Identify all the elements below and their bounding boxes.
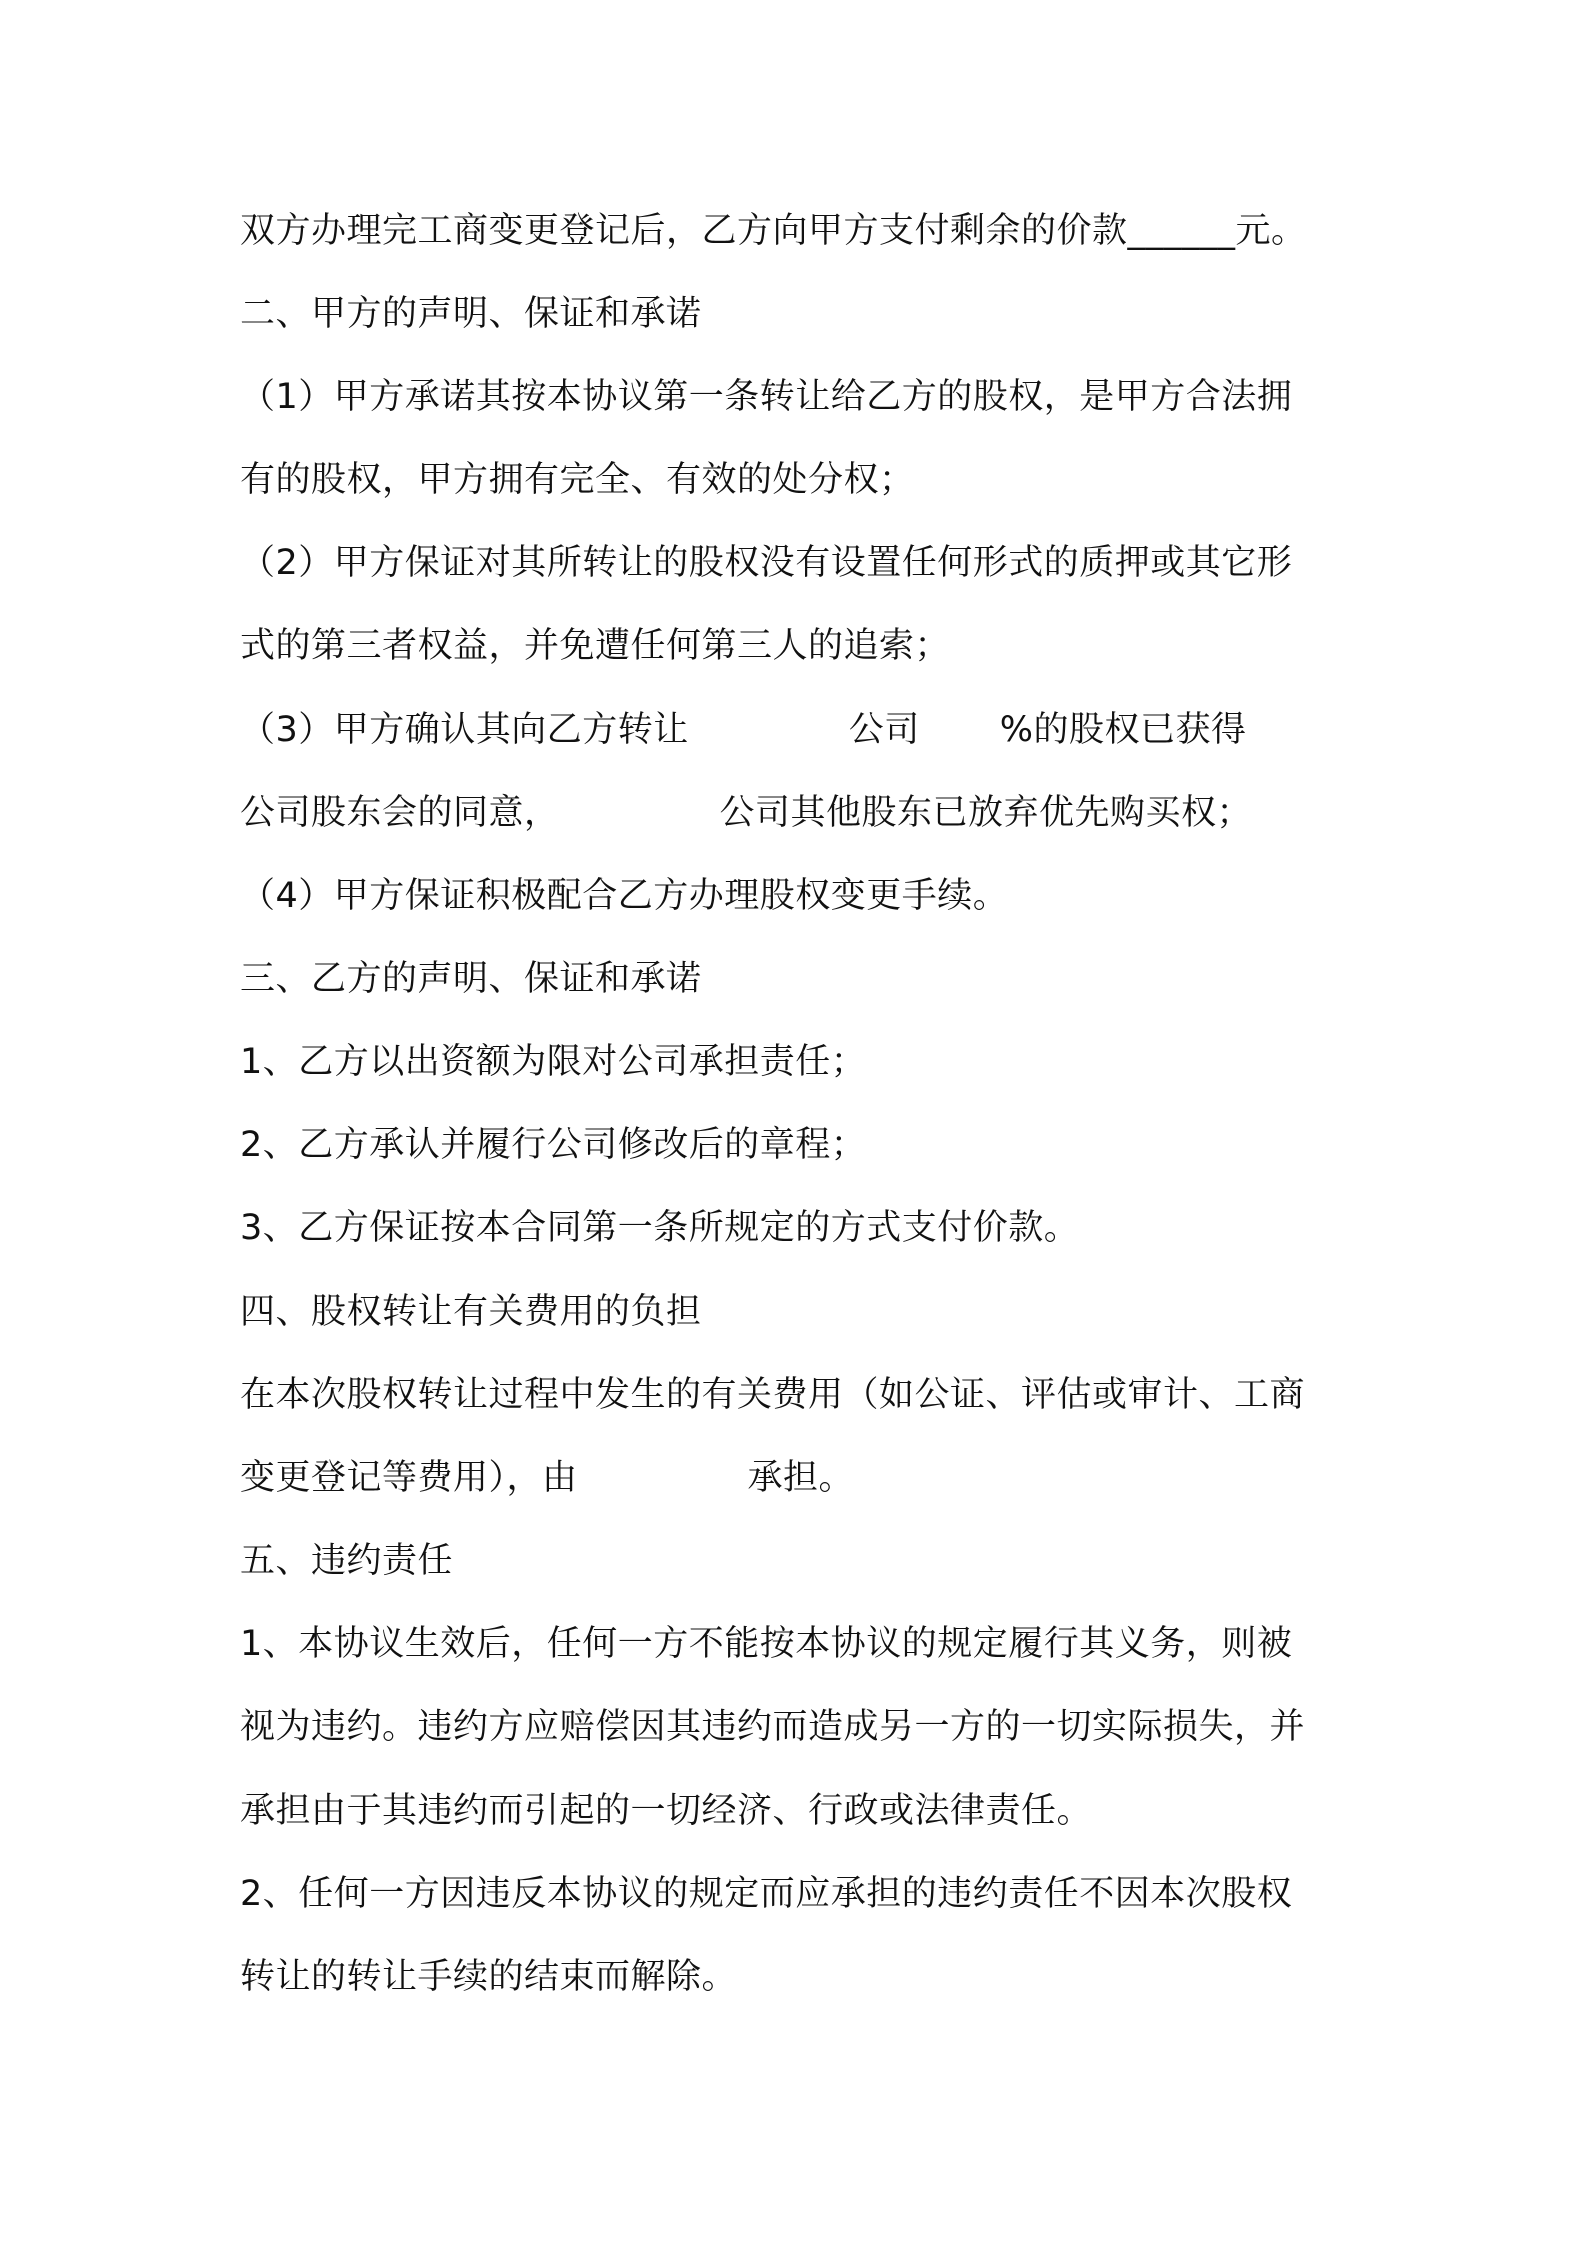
paragraph-line xyxy=(240,1620,1370,1668)
line-text: 变更登记等费用），由 xyxy=(240,1458,578,1498)
paragraph-line xyxy=(240,1787,1370,1835)
paragraph-line xyxy=(240,1953,1370,2001)
heading-text: 三、乙方的声明、保证和承诺 xyxy=(240,959,702,999)
line-text: 1、本协议生效后，任何一方不能按本协议的规定履行其义务，则被 xyxy=(240,1624,1293,1664)
section-heading-4 xyxy=(240,1288,1370,1336)
line-text: 2、乙方承认并履行公司修改后的章程； xyxy=(240,1125,867,1165)
line-text: 双方办理完工商变更登记后，乙方向甲方支付剩余的价款______元。 xyxy=(240,211,1307,251)
paragraph-line xyxy=(240,1121,1370,1169)
paragraph-line xyxy=(240,373,1370,421)
line-text: 式的第三者权益，并免遭任何第三人的追索； xyxy=(240,626,951,666)
paragraph-line xyxy=(240,872,1370,920)
paragraph-line xyxy=(240,1371,1370,1419)
line-text: 有的股权，甲方拥有完全、有效的处分权； xyxy=(240,460,915,500)
line-text: （3）甲方确认其向乙方转让 xyxy=(240,710,689,750)
section-heading-3 xyxy=(240,955,1370,1003)
paragraph-line xyxy=(240,1038,1370,1086)
paragraph-line xyxy=(240,1703,1370,1751)
line-text: 公司 xyxy=(848,710,920,750)
line-text: 视为违约。违约方应赔偿因其违约而造成另一方的一切实际损失，并 xyxy=(240,1707,1306,1747)
heading-text: 二、甲方的声明、保证和承诺 xyxy=(240,294,702,334)
line-text: （4）甲方保证积极配合乙方办理股权变更手续。 xyxy=(240,876,1009,916)
line-text: 在本次股权转让过程中发生的有关费用（如公证、评估或审计、工商 xyxy=(240,1375,1306,1415)
line-text: 3、乙方保证按本合同第一条所规定的方式支付价款。 xyxy=(240,1208,1080,1248)
paragraph-line xyxy=(240,539,1370,587)
paragraph-line xyxy=(240,207,1370,255)
line-text: （2）甲方保证对其所转让的股权没有设置任何形式的质押或其它形 xyxy=(240,543,1293,583)
line-text: 1、乙方以出资额为限对公司承担责任； xyxy=(240,1042,867,1082)
line-text: %的股权已获得 xyxy=(999,710,1247,750)
line-text: 承担。 xyxy=(747,1458,855,1498)
line-text: 2、任何一方因违反本协议的规定而应承担的违约责任不因本次股权 xyxy=(240,1874,1293,1914)
paragraph-line xyxy=(240,1454,1370,1502)
paragraph-line xyxy=(240,1870,1370,1918)
paragraph-line xyxy=(240,456,1370,504)
paragraph-line xyxy=(240,789,1370,837)
heading-text: 四、股权转让有关费用的负担 xyxy=(240,1292,702,1332)
paragraph-line xyxy=(240,1204,1370,1252)
line-text: 公司股东会的同意， xyxy=(240,793,560,833)
paragraph-line xyxy=(240,622,1370,670)
line-text: 承担由于其违约而引起的一切经济、行政或法律责任。 xyxy=(240,1791,1093,1831)
line-text: 公司其他股东已放弃优先购买权； xyxy=(719,793,1253,833)
paragraph-line xyxy=(240,706,1370,754)
line-text: 转让的转让手续的结束而解除。 xyxy=(240,1957,738,1997)
section-heading-2 xyxy=(240,290,1370,338)
line-text: （1）甲方承诺其按本协议第一条转让给乙方的股权，是甲方合法拥 xyxy=(240,377,1293,417)
section-heading-5 xyxy=(240,1537,1370,1585)
heading-text: 五、违约责任 xyxy=(240,1541,454,1581)
